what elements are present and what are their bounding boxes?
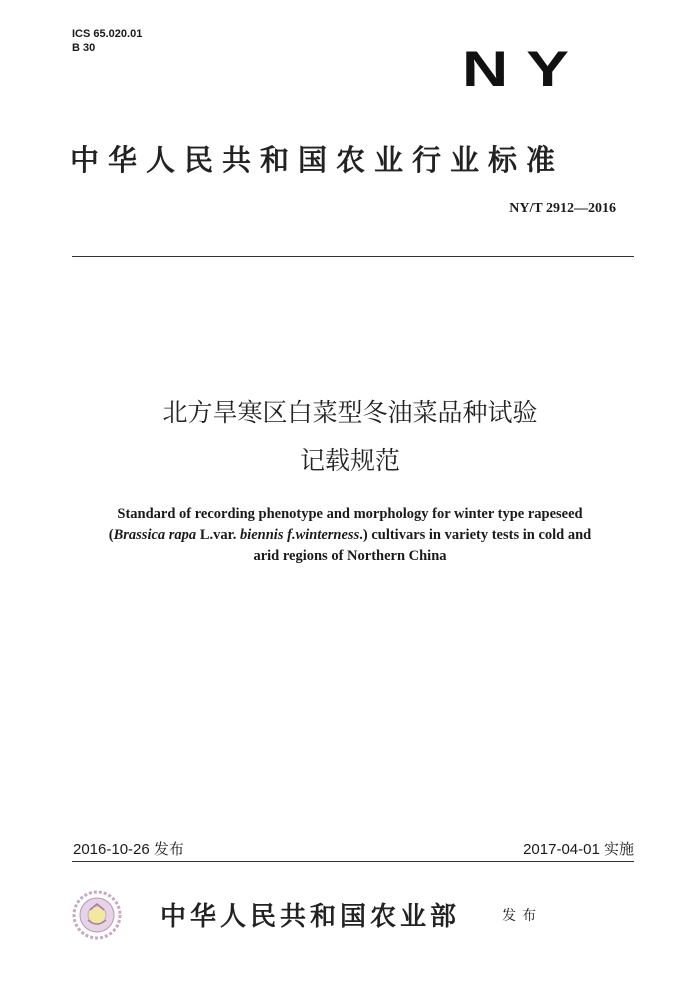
classification-codes [72, 27, 142, 55]
ccs-code: B 30 [72, 42, 96, 54]
issuer-name: 中华人民共和国农业部 [160, 902, 461, 932]
publish-date: 2016-10-26 发布 [73, 841, 184, 858]
issuer-suffix: 发布 [502, 908, 542, 924]
ics-code: ICS 65.020.01 [72, 28, 143, 40]
bottom-divider [72, 861, 634, 862]
title-en [60, 504, 640, 567]
title-en-line3: arid regions of Northern China [253, 548, 447, 564]
lvar: L.var. [196, 527, 240, 543]
ny-logo: NY [462, 40, 587, 98]
ministry-seal-icon [72, 890, 122, 940]
form-name: f.winterness [287, 527, 360, 543]
paren-open: ( [108, 527, 114, 543]
line2-rest: .) cultivars in variety tests in cold and [359, 527, 592, 543]
implement-date: 2017-04-01 实施 [523, 841, 634, 858]
biennis: biennis [239, 527, 284, 543]
title-cn-line2: 记载规范 [299, 446, 400, 475]
standard-number: NY/T 2912—2016 [509, 201, 616, 216]
title-en-line1: Standard of recording phenotype and morphology for winter type rapeseed [117, 506, 583, 522]
genus-species: Brassica rapa [113, 527, 197, 543]
title-cn-line1: 北方旱寒区白菜型冬油菜品种试验 [162, 398, 538, 427]
title-en-line2 [60, 525, 640, 546]
top-divider [72, 256, 634, 257]
standard-category: 中华人民共和国农业行业标准 [70, 143, 565, 177]
